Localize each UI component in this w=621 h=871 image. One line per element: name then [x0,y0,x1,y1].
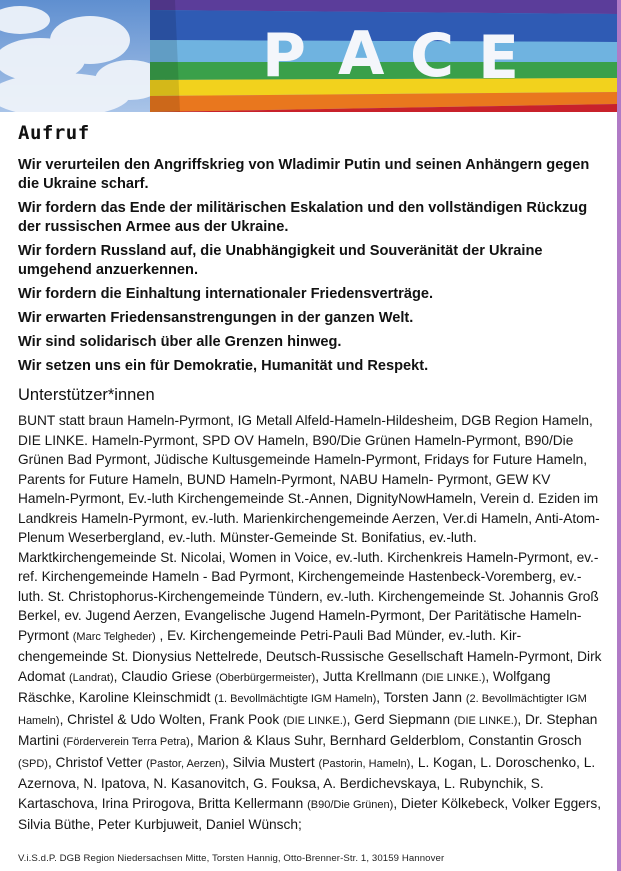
main-content [18,118,603,864]
supporter-role-note: (2. Bevollmächtigter IGM Hameln) [18,693,587,727]
supporter-role-note: (Förderverein Terra Petra) [62,736,190,748]
demand-item: Wir erwarten Friedensanstrengungen in der ganzen Welt. [18,310,414,326]
supporter-names: , Dieter Kölkebeck, Volker Eggers, Silvia Büthe, Peter Kurbjuweit, Daniel Wünsch; [18,795,602,832]
flag-letter: E [478,23,519,93]
supporter-names: , Silvia Mustert [224,754,319,770]
flag-letter: C [410,21,455,91]
demand-item: Wir setzen uns ein für Demokratie, Humanität und Respekt. [18,358,429,374]
supporter-role-note: (Pastorin, Hameln) [318,757,411,770]
supporter-role-note: (1. Bevollmächtigte IGM Hameln) [214,693,377,705]
peace-flag-photo [0,0,617,112]
demand-list [18,156,603,376]
supporter-names: BUNT statt braun Hameln-Pyrmont, IG Metall Alfeld-Hameln-Hildesheim, DGB Region Hameln, DIE LINKE. Hameln-Pyrmont, SPD OV Hameln, B90/Die Grünen Hameln-Pyrmont, B90/Die Grünen Bad Pyrmont, Jüdische Kultusgemeinde Hameln-Pyrmont, Fridays for Future Hameln, Parents for Future Hameln, BUND Hameln-Pyrmont, NABU Hameln- Pyrmont, GEW KV Hameln-Pyrmont, Ev.-luth Kirchengemeinde St.-Annen, DignityNowHameln, Verein d. Eziden im Landkreis Hameln-Pyrmont, ev.-luth. Marienkirchengemeinde Aerzen, Ver.di Hameln, Anti-Atom-Plenum Weserbergland, ev.-luth. Münster-Gemeinde St. Bonifatius, ev.-luth. Marktkirchengemeinde St. Nicolai, Women in Voice, ev.-luth. Kirchenkreis Hameln-Pyrmont, ev.-ref. Kirchengemeinde Hameln - Bad Pyrmont, Kirchengemeinde Hastenbeck-Voremberg, ev.-luth. St. Christophorus-Kirchengemeinde Tündern, ev.-luth. Kirchengemeinde St. Johannis Groß Berkel, ev. Jugend Aerzen, Evangelische Jugend Hameln-Pyrmont, Der Paritätische Hameln-Pyrmont [18,413,600,643]
supporters-title: Unterstützer*innen [18,386,155,404]
supporter-names: , Christel & Udo Wolten, Frank Pook [59,711,283,727]
supporter-role-note: (Marc Telgheder) [72,630,156,643]
page-title: Aufruf [18,122,90,144]
supporter-names: , Marion & Klaus Suhr, Bernhard Gelderblom, Constantin Grosch [189,733,582,748]
supporter-role-note: (DIE LINKE.) [421,671,486,684]
supporter-role-note: (Landrat) [68,671,114,684]
supporter-role-note: (Oberbürgermeister) [215,671,316,684]
supporter-names: , Wolfgang Räschke, Karoline Kleinschmidt [18,668,551,705]
supporter-names: , Christof Vetter [47,754,147,770]
imprint: V.i.S.d.P. DGB Region Niedersachsen Mitte, Torsten Hannig, Otto-Brenner-Str. 1, 30159 Hannover [18,852,445,864]
supporter-names: , Ev. Kirchengemeinde Petri-Pauli Bad Münder, ev.-luth. Kir-chengemeinde St. Dionysius Nettelrede, Deutsch-Russische Gesellschaft Hameln-Pyrmont, Dirk Adomat [18,627,602,684]
supporter-role-note: (DIE LINKE.) [282,714,347,727]
supporter-role-note: (Pastor, Aerzen) [146,757,225,770]
demand-item: Wir verurteilen den Angriffskrieg von Wladimir Putin und seinen Anhängern gegen die Ukraine scharf. [18,157,590,192]
supporter-role-note: (DIE LINKE.) [453,714,518,727]
supporter-names: , L. Kogan, L. Doroschenko, L. Azernova, N. Ipatova, N. Kasanovitch, G. Fouksa, A. Berdichevskaya, L. Rubynchik, S. Kartaschova, Irina Prirogova, Britta Kellermann [18,754,596,811]
flag-letter: A [338,19,385,89]
supporter-role-note: (B90/Die Grünen) [307,798,394,811]
supporter-names: , Claudio Griese [113,668,216,684]
flag-letter: P [262,21,306,91]
supporter-names: , Torsten Jann [376,690,466,705]
supporter-names: , Jutta Krellmann [315,668,422,684]
supporter-names: , Dr. Stephan Martini [18,711,598,748]
demand-item: Wir fordern die Einhaltung internationaler Friedensverträge. [18,286,434,302]
demand-item: Wir sind solidarisch über alle Grenzen hinweg. [18,334,342,350]
demand-item: Wir fordern das Ende der militärischen Eskalation und den vollständigen Rückzug der russischen Armee aus der Ukraine. [18,200,588,235]
demand-item: Wir fordern Russland auf, die Unabhängigkeit und Souveränität der Ukraine umgehend anzuerkennen. [18,243,543,278]
page-edge [617,0,621,871]
peace-flag-banner [0,0,617,112]
supporter-names: , Gerd Siepmann [346,711,454,727]
supporter-role-note: (SPD) [18,757,48,770]
supporter-list [18,411,603,835]
